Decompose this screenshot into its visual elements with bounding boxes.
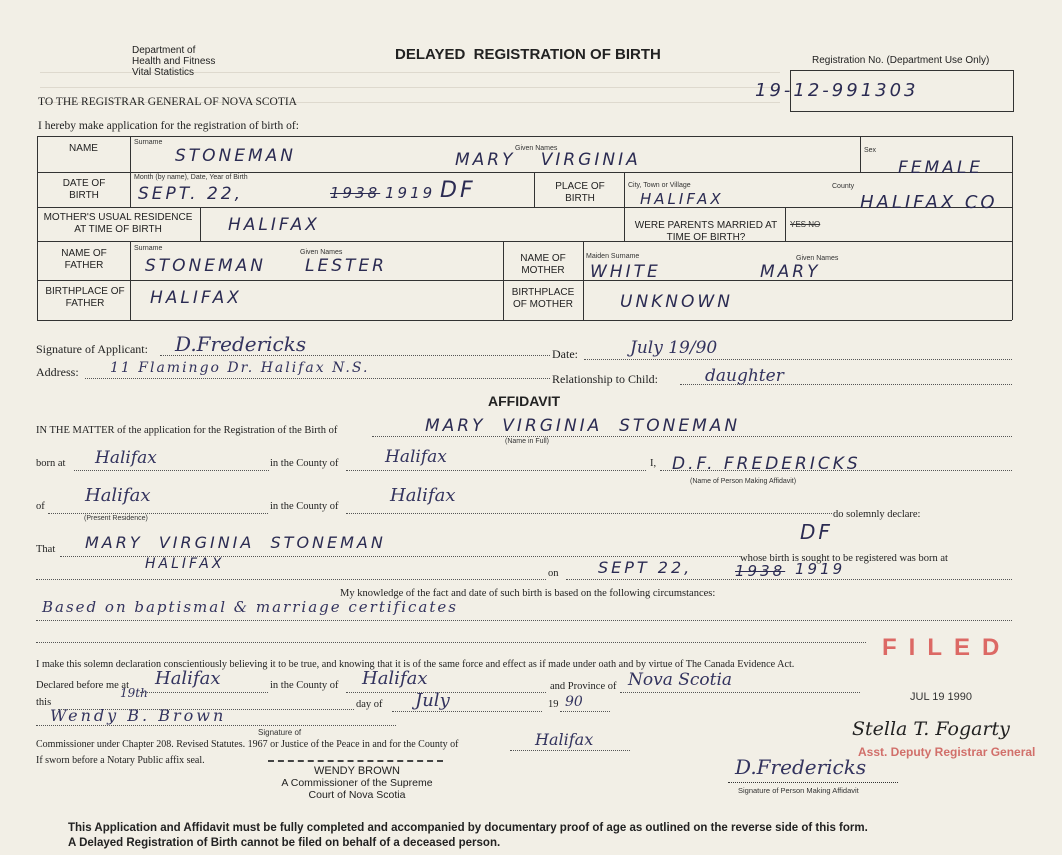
born-county-value: Halifax	[385, 447, 447, 467]
i-label: I,	[650, 458, 657, 469]
province-line	[620, 692, 860, 693]
grid-line	[624, 172, 625, 207]
that-value: MARY VIRGINIA STONEMAN	[85, 533, 386, 552]
commissioner-county-line	[510, 750, 630, 751]
person-name-label: (Name of Person Making Affidavit)	[690, 478, 797, 485]
mother-given-label: Given Names	[796, 255, 839, 262]
name-full-value: MARY VIRGINIA STONEMAN	[425, 416, 741, 436]
stamp-line-1: WENDY BROWN	[314, 765, 400, 777]
name-full-label: (Name in Full)	[505, 438, 549, 445]
birthplace-mother-label: BIRTHPLACE OF MOTHER	[511, 287, 575, 310]
department-block	[132, 45, 215, 78]
declared-before-label: Declared before me at	[36, 680, 129, 691]
surname-value: STONEMAN	[175, 146, 297, 166]
grid-line	[860, 136, 861, 172]
affiant-sig-line	[728, 782, 898, 783]
on-initials-top: DF	[800, 520, 833, 544]
declared-county-value: Halifax	[362, 668, 428, 689]
birthplace-mother-value: UNKNOWN	[620, 292, 733, 312]
stamp-line-2: A Commissioner of the Supreme	[281, 777, 433, 789]
department-line-2: Health and Fitness	[132, 56, 216, 67]
affidavit-title: AFFIDAVIT	[488, 393, 561, 409]
signature-of-label: Signature of	[258, 728, 302, 737]
mother-label: NAME OF MOTHER	[520, 253, 566, 276]
father-label: NAME OF FATHER	[61, 248, 107, 271]
registrar-signature: Stella T. Fogarty	[852, 718, 1010, 740]
maiden-label: Maiden Surname	[586, 253, 640, 260]
dob-value: SEPT. 22,	[138, 184, 243, 204]
birthplace-father-value: HALIFAX	[150, 288, 242, 308]
parents-married-label: WERE PARENTS MARRIED AT TIME OF BIRTH?	[634, 220, 778, 243]
place-label: PLACE OF BIRTH	[555, 181, 605, 204]
yes-no-label: YES NO	[790, 220, 821, 229]
this-value: 19th	[120, 686, 148, 700]
birth-place-line	[36, 579, 546, 580]
born-at-line	[74, 470, 269, 471]
dob-initials: DF	[440, 178, 476, 203]
grid-line	[624, 207, 625, 241]
whose-birth-text: whose birth is sought to be registered was born at	[740, 553, 948, 564]
county2-line	[346, 513, 832, 514]
dob-corrected-year: 1919	[385, 184, 436, 202]
to-registrar: TO THE REGISTRAR GENERAL OF NOVA SCOTIA	[38, 96, 297, 108]
relationship-label: Relationship to Child:	[552, 372, 659, 386]
grid-line	[583, 241, 584, 320]
address-line	[85, 378, 550, 379]
circumstance-line-2	[36, 642, 866, 643]
applicant-address: 11 Flamingo Dr. Halifax N.S.	[110, 360, 370, 376]
grid-line	[37, 320, 1012, 321]
year-value: 90	[565, 694, 583, 710]
registrar-title: Asst. Deputy Registrar General	[858, 745, 1036, 759]
declaration-text: I make this solemn declaration conscientiously believing it to be true, and knowing that it is of the same force and effect as if made under oath and by virtue of The Canada Evidence Act.	[36, 659, 795, 670]
stamp-line-3: Court of Nova Scotia	[308, 789, 406, 801]
dob-sublabel: Month (by name), Date, Year of Birth	[134, 174, 248, 181]
grid-line	[130, 241, 131, 320]
name-label: NAME	[69, 143, 98, 154]
grid-line	[37, 241, 1012, 242]
on-line	[566, 579, 1012, 580]
address-label: Address:	[36, 365, 79, 379]
year-line	[560, 711, 610, 712]
year-prefix: 19	[548, 699, 559, 710]
name-full-line	[372, 436, 1012, 437]
on-label: on	[548, 568, 559, 579]
given-names-value: MARY VIRGINIA	[455, 150, 641, 170]
day-of-label: day of	[356, 699, 383, 710]
mother-given: MARY	[760, 262, 821, 282]
on-value: SEPT 22,	[598, 558, 693, 577]
commissioner-signature: Wendy B. Brown	[50, 706, 227, 725]
affiant-signature: D.Fredericks	[735, 755, 867, 779]
filed-stamp: FILED	[882, 634, 1012, 661]
notary-text: If sworn before a Notary Public affix seal.	[36, 755, 205, 766]
mother-residence-value: HALIFAX	[228, 215, 320, 235]
grid-line	[130, 136, 131, 207]
grid-line	[37, 280, 1012, 281]
dob-label: DATE OF BIRTH	[62, 178, 106, 201]
on-struck-year: 1938	[735, 562, 786, 580]
county-value: HALIFAX CO	[860, 192, 998, 213]
born-at-label: born at	[36, 458, 66, 469]
grid-line	[785, 207, 786, 241]
registration-number: 19-12-991303	[755, 80, 919, 101]
county-label: County	[832, 183, 855, 190]
day-value: July	[415, 690, 450, 711]
footer-line-2: A Delayed Registration of Birth cannot be filed on behalf of a deceased person.	[68, 837, 501, 849]
grid-line	[503, 241, 504, 320]
grid-line	[37, 172, 1012, 173]
dob-struck-year: 1938	[330, 184, 381, 202]
born-at-value: Halifax	[95, 448, 157, 468]
declared-at-value: Halifax	[155, 668, 221, 689]
filed-date: JUL 19 1990	[910, 691, 972, 703]
of-label: of	[36, 501, 45, 512]
birth-place-value: HALIFAX	[145, 556, 225, 572]
city-label: City, Town or Village	[628, 182, 691, 189]
application-line: I hereby make application for the registration of birth of:	[38, 120, 299, 132]
sex-value: FEMALE	[898, 158, 984, 178]
grid-line	[200, 207, 201, 241]
surname-label: Surname	[134, 139, 163, 146]
commissioner-stamp-rule	[268, 760, 443, 762]
mother-residence-label: MOTHER'S USUAL RESIDENCE AT TIME OF BIRTH	[43, 212, 193, 235]
commissioner-text: Commissioner under Chapter 208. Revised Statutes. 1967 or Justice of the Peace in and for the County of	[36, 739, 459, 750]
applicant-signature-label: Signature of Applicant:	[36, 342, 148, 356]
grid-line	[1012, 136, 1013, 320]
relationship-value: daughter	[705, 366, 784, 386]
applicant-signature: D.Fredericks	[175, 332, 307, 356]
given-names-label: Given Names	[515, 145, 558, 152]
this-label: this	[36, 697, 52, 708]
birthplace-father-label: BIRTHPLACE OF FATHER	[45, 286, 125, 309]
affiant-signature-label: Signature of Person Making Affidavit	[738, 786, 859, 795]
commissioner-county: Halifax	[535, 730, 594, 749]
solemnly-declare: do solemnly declare:	[833, 509, 921, 520]
applicant-date: July 19/90	[630, 338, 718, 358]
father-given: LESTER	[305, 256, 387, 276]
circumstances-value: Based on baptismal & marriage certificates	[42, 598, 458, 616]
father-given-label: Given Names	[300, 249, 343, 256]
registration-label: Registration No. (Department Use Only)	[812, 55, 990, 66]
knowledge-text: My knowledge of the fact and date of such birth is based on the following circumstances:	[340, 588, 716, 599]
of-line	[48, 513, 268, 514]
date-label: Date:	[552, 347, 578, 361]
province-label: and Province of	[550, 681, 617, 692]
county2-value: Halifax	[390, 485, 456, 506]
grid-line	[37, 136, 1012, 137]
mother-maiden: WHITE	[590, 262, 661, 282]
present-residence-label: (Present Residence)	[84, 515, 148, 522]
in-county-label-2: in the County of	[270, 501, 339, 512]
county-line	[346, 470, 646, 471]
department-line-3: Vital Statistics	[132, 67, 195, 78]
grid-line	[534, 172, 535, 207]
form-title: DELAYED REGISTRATION OF BIRTH	[395, 46, 661, 63]
father-surname-label: Surname	[134, 245, 163, 252]
city-value: HALIFAX	[640, 190, 724, 208]
that-label: That	[36, 544, 56, 555]
department-line-1: Department of	[132, 45, 196, 56]
day-line	[392, 711, 542, 712]
matter-text: IN THE MATTER of the application for the Registration of the Birth of	[36, 425, 338, 436]
sex-label: Sex	[864, 147, 877, 154]
person-name-value: D.F. FREDERICKS	[672, 454, 861, 474]
declared-at-line	[140, 692, 268, 693]
commissioner-stamp	[262, 765, 452, 801]
of-value: Halifax	[85, 485, 151, 506]
in-county-label: in the County of	[270, 458, 339, 469]
on-corrected-year: 1919	[795, 560, 846, 578]
commissioner-sig-line	[36, 725, 396, 726]
date-line	[584, 359, 1012, 360]
circumstance-line-1	[36, 620, 1012, 621]
footer-line-1: This Application and Affidavit must be fully completed and accompanied by documentary proof of age as outlined on the reverse side of this form.	[68, 822, 868, 834]
province-value: Nova Scotia	[628, 670, 733, 690]
declared-county-label: in the County of	[270, 680, 339, 691]
father-surname: STONEMAN	[145, 256, 267, 276]
